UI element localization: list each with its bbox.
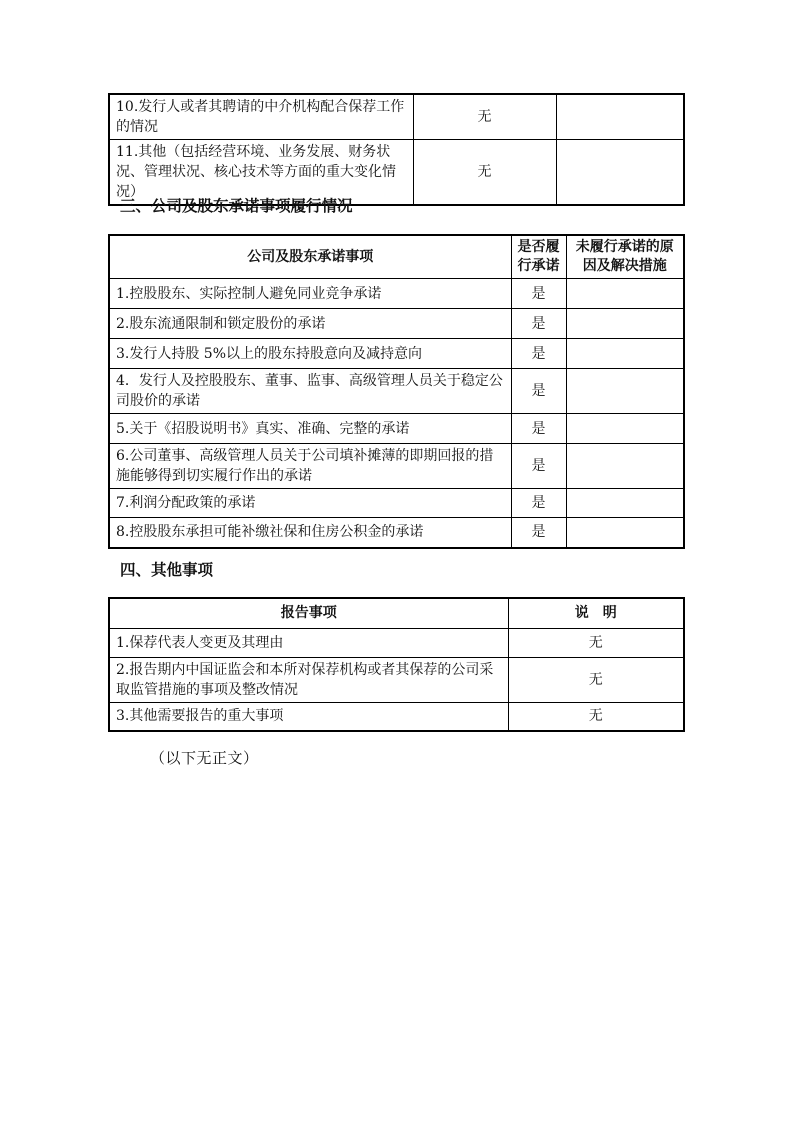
table-row [109, 702, 684, 731]
item-cell: 7.利润分配政策的承诺 [109, 489, 511, 518]
table-header-row [109, 235, 684, 279]
value-cell: 无 [413, 140, 556, 206]
note-cell [566, 489, 684, 518]
fulfilled-cell: 是 [511, 279, 566, 309]
value-cell: 无 [413, 94, 556, 140]
fulfilled-cell: 是 [511, 309, 566, 339]
item-cell: 4．发行人及控股股东、董事、监事、高级管理人员关于稳定公司股价的承诺 [109, 369, 511, 414]
fulfilled-cell: 是 [511, 414, 566, 444]
value-cell: 无 [508, 702, 684, 731]
commitments-table [108, 234, 685, 549]
table-row [109, 94, 684, 140]
fulfilled-cell: 是 [511, 518, 566, 548]
value-cell: 无 [508, 657, 684, 702]
fulfilled-header: 是否履行承诺 [511, 235, 566, 279]
item-cell: 5.关于《招股说明书》真实、准确、完整的承诺 [109, 414, 511, 444]
table-header-row [109, 598, 684, 628]
item-cell: 2.报告期内中国证监会和本所对保荐机构或者其保荐的公司采取监管措施的事项及整改情况 [109, 657, 508, 702]
note-cell [566, 414, 684, 444]
report-item-header: 报告事项 [109, 598, 508, 628]
fulfilled-cell: 是 [511, 444, 566, 489]
table-row [109, 309, 684, 339]
item-cell: 3.发行人持股 5%以上的股东持股意向及减持意向 [109, 339, 511, 369]
table-row [109, 339, 684, 369]
item-cell: 8.控股股东承担可能补缴社保和住房公积金的承诺 [109, 518, 511, 548]
table-row [109, 518, 684, 548]
table-row [109, 444, 684, 489]
note-cell [566, 309, 684, 339]
note-cell [556, 94, 684, 140]
unfulfilled-reason-header: 未履行承诺的原因及解决措施 [566, 235, 684, 279]
commitment-item-header: 公司及股东承诺事项 [109, 235, 511, 279]
note-cell [566, 279, 684, 309]
item-cell: 11.其他（包括经营环境、业务发展、财务状况、管理状况、核心技术等方面的重大变化情况） [109, 140, 413, 206]
table-row [109, 657, 684, 702]
table-row [109, 414, 684, 444]
explanation-header: 说 明 [508, 598, 684, 628]
table-row [109, 279, 684, 309]
table-row [109, 489, 684, 518]
fulfilled-cell: 是 [511, 489, 566, 518]
note-cell [556, 140, 684, 206]
closing-text: （以下无正文） [150, 749, 259, 767]
carryover-table [108, 93, 685, 206]
note-cell [566, 444, 684, 489]
item-cell: 1.控股股东、实际控制人避免同业竞争承诺 [109, 279, 511, 309]
item-cell: 10.发行人或者其聘请的中介机构配合保荐工作的情况 [109, 94, 413, 140]
section-four-heading: 四、其他事项 [120, 560, 214, 579]
table-row [109, 369, 684, 414]
fulfilled-cell: 是 [511, 339, 566, 369]
note-cell [566, 339, 684, 369]
item-cell: 1.保荐代表人变更及其理由 [109, 628, 508, 657]
note-cell [566, 518, 684, 548]
item-cell: 3.其他需要报告的重大事项 [109, 702, 508, 731]
item-cell: 6.公司董事、高级管理人员关于公司填补摊薄的即期回报的措施能够得到切实履行作出的承诺 [109, 444, 511, 489]
other-matters-table [108, 597, 685, 732]
note-cell [566, 369, 684, 414]
item-cell: 2.股东流通限制和锁定股份的承诺 [109, 309, 511, 339]
table-row [109, 628, 684, 657]
fulfilled-cell: 是 [511, 369, 566, 414]
value-cell: 无 [508, 628, 684, 657]
section-three-heading: 三、公司及股东承诺事项履行情况 [120, 196, 353, 215]
